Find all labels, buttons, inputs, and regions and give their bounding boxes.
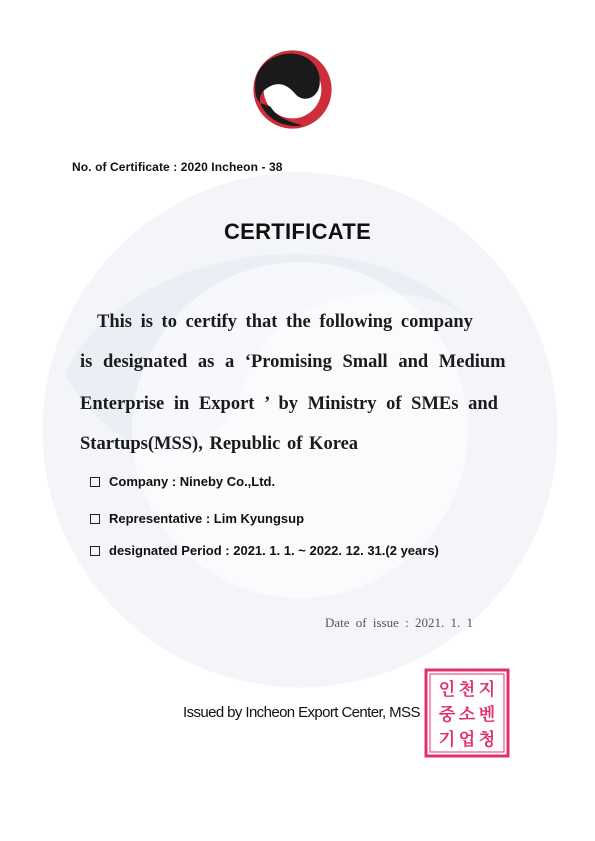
page-title: CERTIFICATE (223, 219, 372, 244)
period-text: designated Period : 2021. 1. 1. ~ 2022. 12. 31.(2 years) (109, 543, 439, 558)
body-line-4: Startups(MSS), Republic of Korea (80, 434, 359, 454)
company-item (90, 474, 275, 489)
issued-by: Issued by Incheon Export Center, MSS (183, 704, 420, 721)
checkbox-icon (90, 514, 100, 524)
representative-text: Representative : Lim Kyungsup (109, 511, 305, 526)
svg-text:천: 천 (458, 680, 476, 700)
svg-text:지: 지 (478, 680, 496, 700)
svg-text:벤: 벤 (478, 705, 496, 725)
period-item (90, 543, 439, 558)
checkbox-icon (90, 546, 100, 556)
checkbox-icon (90, 477, 100, 487)
svg-text:청: 청 (478, 730, 496, 750)
government-emblem-icon (250, 47, 335, 132)
certificate-number: No. of Certificate : 2020 Incheon - 38 (72, 160, 283, 174)
svg-text:기: 기 (438, 730, 456, 750)
body-line-1: This is to certify that the following company (97, 312, 473, 332)
svg-text:소: 소 (458, 705, 476, 725)
official-seal (424, 668, 510, 758)
svg-text:업: 업 (458, 730, 476, 750)
date-of-issue: Date of issue : 2021. 1. 1 (325, 615, 473, 630)
representative-item (90, 511, 304, 526)
svg-text:중: 중 (438, 705, 456, 725)
body-line-3: Enterprise in Export ’ by Ministry of SMEs and (80, 394, 498, 414)
company-text: Company : Nineby Co.,Ltd. (109, 474, 276, 489)
svg-text:인: 인 (438, 680, 456, 700)
body-line-2: is designated as a ‘Promising Small and Medium (80, 352, 506, 372)
